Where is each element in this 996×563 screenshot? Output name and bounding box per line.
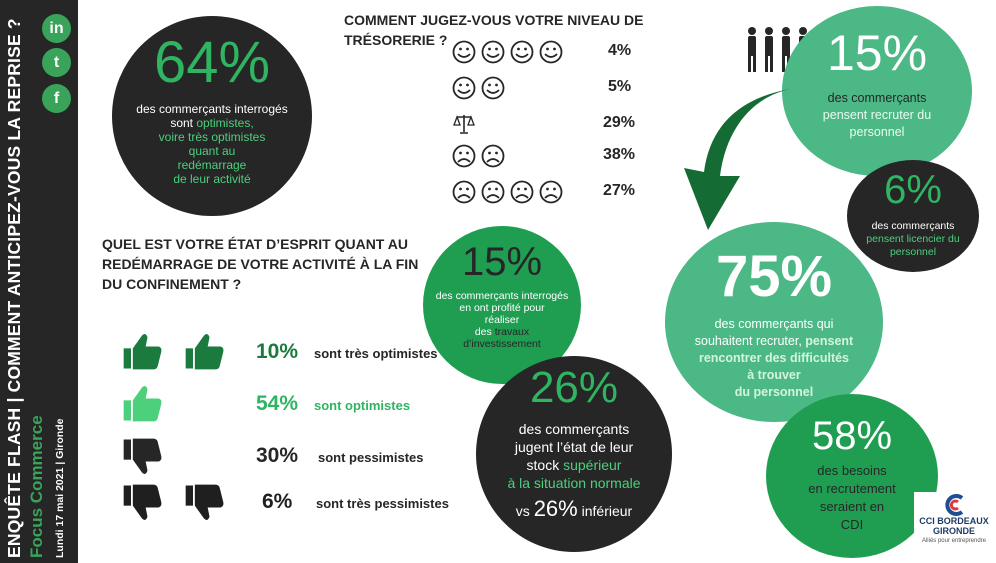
cdi-line4: CDI <box>840 517 864 532</box>
stock-vs: vs 26% inférieur <box>515 496 633 521</box>
mind-label: sont très pessimistes <box>316 496 449 511</box>
thumbs-up-icon <box>118 330 166 379</box>
treasury-value: 4% <box>608 42 632 59</box>
recruit-line1: des commerçants <box>827 91 927 105</box>
recruit-line3: personnel <box>849 125 905 139</box>
cdi-circle <box>766 394 938 558</box>
treasury-value: 29% <box>603 114 636 131</box>
happy-face-icon <box>452 40 476 64</box>
layoff-value: 6% <box>884 168 942 212</box>
treasury-row <box>452 180 568 209</box>
sidebar-title: ENQUÊTE FLASH | COMMENT ANTICIPEZ-VOUS LA REPRISE ? <box>4 18 24 558</box>
stock-line2: jugent l’état de leur <box>514 439 634 455</box>
works-line3: réaliser <box>484 314 520 326</box>
optimism-value: 64% <box>153 30 271 95</box>
difficulty-line5: du personnel <box>734 385 814 399</box>
optimism-line2: sont optimistes, <box>170 116 254 130</box>
balance-icon <box>452 112 476 136</box>
difficulty-line3: rencontrer des difficultés <box>698 351 850 365</box>
works-line1: des commerçants interrogés <box>435 290 569 302</box>
recruit-value: 15% <box>826 25 928 81</box>
layoff-circle <box>847 160 979 272</box>
layoff-line3: personnel <box>889 246 937 258</box>
mind-question-line3: DU CONFINEMENT ? <box>102 276 242 292</box>
sad-face-icon <box>452 180 476 204</box>
cdi-line1: des besoins <box>817 463 887 478</box>
happy-face-icon <box>481 40 505 64</box>
difficulty-line2: souhaitent recruter, pensent <box>694 334 854 348</box>
cdi-line2: en recrutement <box>808 481 896 496</box>
sad-face-icon <box>452 144 476 168</box>
sad-face-icon <box>539 180 563 204</box>
difficulty-line4: à trouver <box>747 368 801 382</box>
optimism-circle <box>112 16 312 216</box>
layoff-line2: pensent licencier du <box>866 233 960 245</box>
mind-question-line1: QUEL EST VOTRE ÉTAT D’ESPRIT QUANT AU <box>102 236 408 252</box>
optimism-line5: redémarrage <box>177 158 247 172</box>
thumbs-down-icon <box>180 480 228 529</box>
cci-logo <box>914 492 994 558</box>
treasury-row <box>452 40 568 69</box>
stock-value: 26% <box>529 363 619 412</box>
mind-label: sont pessimistes <box>318 450 424 465</box>
mind-label: sont très optimistes <box>314 346 438 361</box>
mind-label: sont optimistes <box>314 398 411 413</box>
cdi-value: 58% <box>811 414 893 458</box>
optimism-line6: de leur activité <box>173 172 251 186</box>
optimism-line1: des commerçants interrogés <box>136 102 288 116</box>
works-line5: d’investissement <box>463 338 541 350</box>
recruit-circle <box>782 6 972 176</box>
cci-logo-mark <box>942 494 966 516</box>
happy-face-icon <box>510 40 534 64</box>
facebook-icon[interactable]: f <box>42 84 71 113</box>
cdi-line3: seraient en <box>819 499 885 514</box>
stock-line4: à la situation normale <box>507 475 641 491</box>
thumbs-up-icon <box>180 330 228 379</box>
layoff-line1: des commerçants <box>871 220 955 232</box>
cci-logo-line2: GIRONDE <box>932 526 975 536</box>
twitter-icon[interactable]: t <box>42 48 71 77</box>
sad-face-icon <box>481 144 505 168</box>
cci-logo-tagline: Alliés pour entreprendre <box>921 538 987 544</box>
treasury-value: 27% <box>603 182 636 199</box>
difficulty-line1: des commerçants qui <box>714 317 834 331</box>
optimism-line3: voire très optimistes <box>158 130 266 144</box>
thumbs-up-icon <box>118 382 166 431</box>
thumbs-down-icon <box>118 480 166 529</box>
works-value: 15% <box>461 240 543 284</box>
treasury-question-line2: TRÉSORERIE ? <box>344 32 448 48</box>
arrow-icon <box>684 84 800 234</box>
optimism-line4: quant au <box>188 144 236 158</box>
linkedin-icon[interactable]: in <box>42 14 71 43</box>
happy-face-icon <box>539 40 563 64</box>
stock-line3: stock supérieur <box>526 457 622 473</box>
mind-value: 54% <box>256 392 299 415</box>
mind-value: 30% <box>256 444 299 467</box>
treasury-question-line1: COMMENT JUGEZ-VOUS VOTRE NIVEAU DE <box>344 12 644 28</box>
mind-value: 10% <box>256 340 299 363</box>
treasury-value: 5% <box>608 78 632 95</box>
cci-logo-line1: CCI BORDEAUX <box>919 516 989 526</box>
treasury-row <box>452 112 481 141</box>
difficulty-value: 75% <box>715 244 833 309</box>
recruit-line2: pensent recruter du <box>822 108 932 122</box>
happy-face-icon <box>481 76 505 100</box>
stock-circle <box>476 356 672 552</box>
sad-face-icon <box>510 180 534 204</box>
difficulty-circle <box>665 222 883 422</box>
works-line4: des travaux <box>474 326 530 338</box>
mind-question-line2: REDÉMARRAGE DE VOTRE ACTIVITÉ À LA FIN <box>102 256 419 272</box>
treasury-row <box>452 76 510 105</box>
mind-question <box>102 234 418 294</box>
sad-face-icon <box>481 180 505 204</box>
sidebar-date: Lundi 17 mai 2021 | Gironde <box>54 418 66 558</box>
treasury-row <box>452 144 510 173</box>
thumbs-down-icon <box>118 434 166 483</box>
works-line2: en ont profité pour <box>459 302 545 314</box>
sidebar-subtitle: Focus Commerce <box>27 415 46 558</box>
treasury-value: 38% <box>603 146 636 163</box>
mind-value: 6% <box>262 490 293 513</box>
stock-line1: des commerçants <box>518 421 630 437</box>
sidebar <box>0 0 78 563</box>
happy-face-icon <box>452 76 476 100</box>
